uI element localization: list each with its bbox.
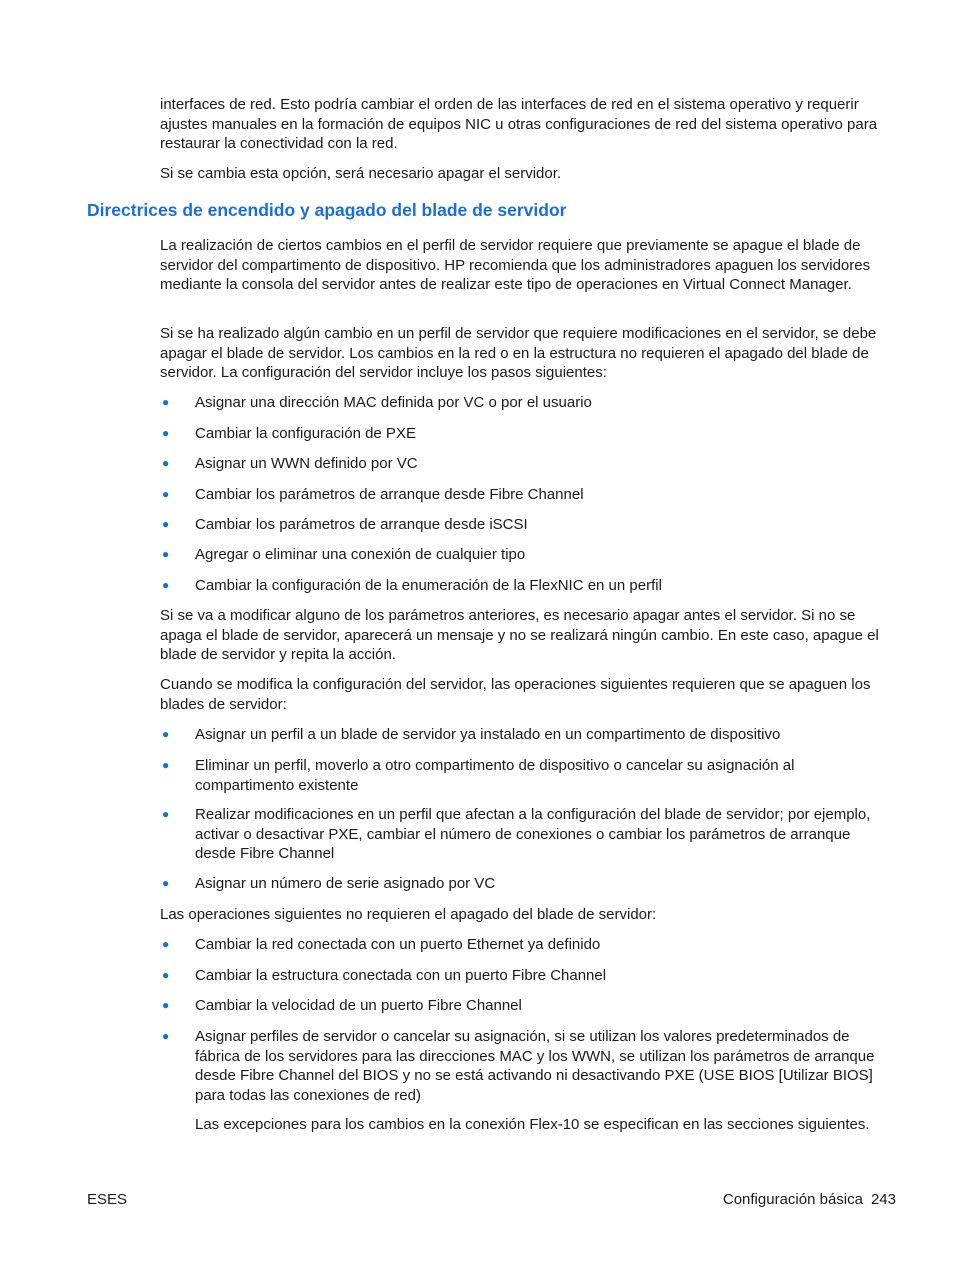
bullet-icon: ● <box>162 517 170 531</box>
bullet-icon: ● <box>162 807 170 821</box>
bullet-icon: ● <box>162 998 170 1012</box>
bullet-icon: ● <box>162 487 170 501</box>
bullet-icon: ● <box>162 426 170 440</box>
list-item-text: Asignar una dirección MAC definida por VC o por el usuario <box>195 394 592 411</box>
list-item-text: Cambiar la configuración de la enumeración de la FlexNIC en un perfil <box>195 577 662 594</box>
exceptions-note: Las excepciones para los cambios en la conexión Flex-10 se especifican en las secciones siguientes. <box>195 1116 870 1133</box>
section-paragraph-4: Cuando se modifica la configuración del servidor, las operaciones siguientes requieren que se apaguen los blades de servidor: <box>160 676 871 713</box>
list-item-text: Realizar modificaciones en un perfil que afectan a la configuración del blade de servidor; por ejemplo, activar o desactivar PXE, cambiar el número de conexiones o cambiar los parámetros de arranque desde Fibre Channel <box>195 806 871 863</box>
bullet-icon: ● <box>162 578 170 592</box>
footer-locale: ESES <box>87 1191 128 1208</box>
footer-section <box>723 1191 896 1208</box>
list-item-text: Cambiar la red conectada con un puerto Ethernet ya definido <box>195 936 601 953</box>
list-item-text: Cambiar la velocidad de un puerto Fibre Channel <box>195 997 522 1014</box>
bullet-icon: ● <box>162 937 170 951</box>
list-item-text: Agregar o eliminar una conexión de cualquier tipo <box>195 546 526 563</box>
list-item-text: Asignar perfiles de servidor o cancelar su asignación, si se utilizan los valores predeterminados de fábrica de los servidores para las direcciones MAC y los WWN, se utilizan los parámetros de arranque desde Fibre Channel del BIOS y no se está activando ni desactivando PXE (USE BIOS [Utilizar BIOS] para todas las conexiones de red) <box>195 1028 875 1104</box>
bullet-icon: ● <box>162 968 170 982</box>
section-paragraph-3: Si se va a modificar alguno de los parámetros anteriores, es necesario apagar antes el servidor. Si no se apaga el blade de servidor, aparecerá un mensaje y no se realizará ningún cambio. En este caso, apague el blade de servidor y repita la acción. <box>160 607 879 664</box>
list-item-text: Asignar un perfil a un blade de servidor ya instalado en un compartimento de dispositivo <box>195 726 781 743</box>
list-item-text: Asignar un WWN definido por VC <box>195 455 418 472</box>
bullet-icon: ● <box>162 727 170 741</box>
list-item-text: Eliminar un perfil, moverlo a otro compartimento de dispositivo o cancelar su asignación al compartimento existente <box>195 757 795 794</box>
bullet-icon: ● <box>162 758 170 772</box>
list-item-text: Cambiar la estructura conectada con un puerto Fibre Channel <box>195 967 607 984</box>
list-item-text: Asignar un número de serie asignado por VC <box>195 875 496 892</box>
bullet-icon: ● <box>162 876 170 890</box>
section-paragraph-2: Si se ha realizado algún cambio en un perfil de servidor que requiere modificaciones en el servidor, se debe apagar el blade de servidor. Los cambios en la red o en la estructura no requieren el apagado del blade de servidor. La configuración del servidor incluye los pasos siguientes: <box>160 325 877 382</box>
bullet-icon: ● <box>162 456 170 470</box>
list-item-text: Cambiar la configuración de PXE <box>195 425 416 442</box>
footer-section-title: Configuración básica <box>722 1191 863 1208</box>
intro-paragraph-2: Si se cambia esta opción, será necesario apagar el servidor. <box>160 165 562 182</box>
intro-paragraph-1: interfaces de red. Esto podría cambiar el orden de las interfaces de red en el sistema operativo y requerir ajustes manuales en la formación de equipos NIC u otras configuraciones de red del sistema operativo para restaurar la conectividad con la red. <box>160 96 878 153</box>
bullet-icon: ● <box>162 547 170 561</box>
list-item-text: Cambiar los parámetros de arranque desde Fibre Channel <box>195 486 584 503</box>
bullet-icon: ● <box>162 395 170 409</box>
bullet-icon: ● <box>162 1029 170 1043</box>
section-heading: Directrices de encendido y apagado del blade de servidor <box>87 200 567 220</box>
page-number: 243 <box>870 1191 896 1208</box>
section-paragraph-5: Las operaciones siguientes no requieren el apagado del blade de servidor: <box>160 906 657 923</box>
section-paragraph-1: La realización de ciertos cambios en el perfil de servidor requiere que previamente se apague el blade de servidor del compartimento de dispositivo. HP recomienda que los administradores apaguen los servidores mediante la consola del servidor antes de realizar este tipo de operaciones en Virtual Connect Manager. <box>160 237 871 294</box>
list-item-text: Cambiar los parámetros de arranque desde iSCSI <box>195 516 528 533</box>
